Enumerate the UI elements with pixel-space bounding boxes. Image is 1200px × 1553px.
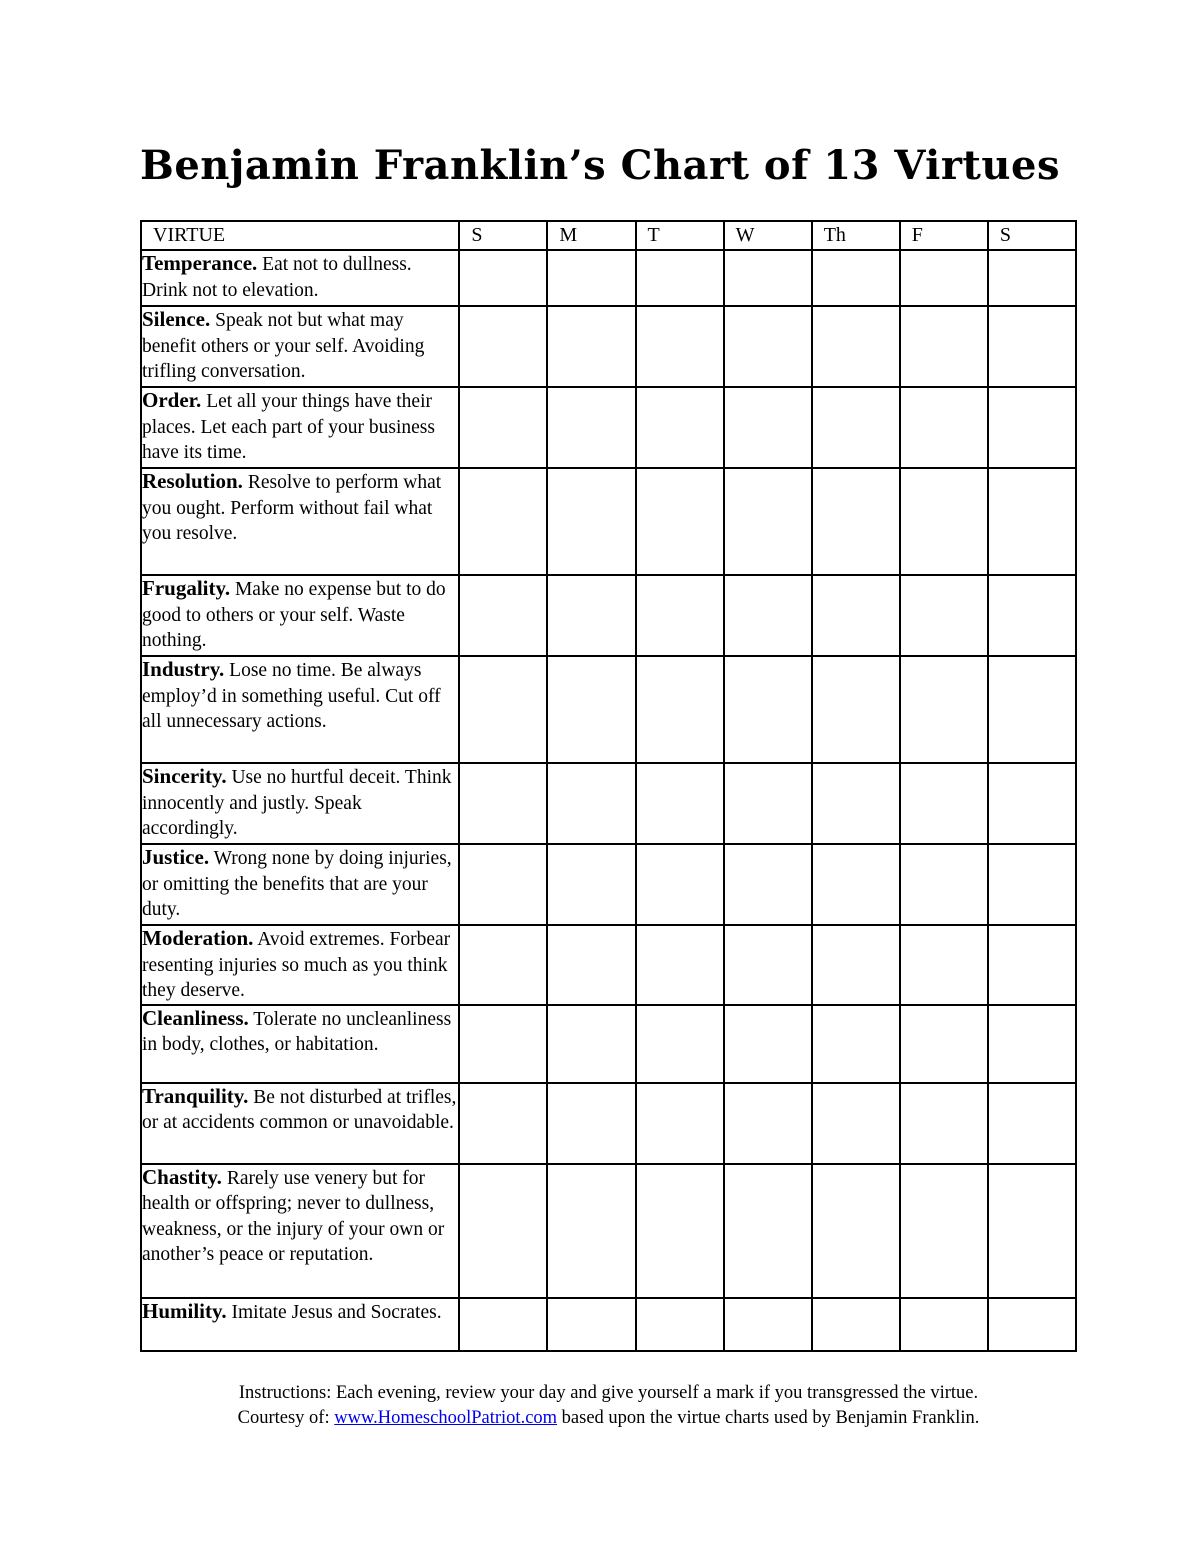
mark-cell[interactable] (636, 1298, 724, 1351)
virtue-cell (141, 387, 459, 468)
mark-cell[interactable] (459, 575, 547, 656)
virtue-name: Tranquility. (142, 1083, 249, 1108)
virtue-description: Wrong none by doing injuries, or omitting the benefits that are your duty. (142, 848, 452, 920)
mark-cell[interactable] (724, 250, 812, 306)
virtue-cell (141, 306, 459, 387)
mark-cell[interactable] (547, 1298, 635, 1351)
header-day-friday: F (900, 221, 988, 250)
mark-cell[interactable] (547, 656, 635, 763)
virtue-name: Temperance. (142, 251, 258, 275)
table-row (141, 844, 1076, 925)
table-row (141, 387, 1076, 468)
mark-cell[interactable] (812, 468, 900, 575)
mark-cell[interactable] (900, 763, 988, 844)
virtue-description: Avoid extremes. Forbear resenting injuries so much as you think they deserve. (142, 929, 451, 1001)
header-day-saturday: S (988, 221, 1076, 250)
mark-cell[interactable] (812, 575, 900, 656)
table-row (141, 250, 1076, 306)
mark-cell[interactable] (988, 925, 1076, 1005)
mark-cell[interactable] (459, 387, 547, 468)
table-row (141, 656, 1076, 763)
page-title: Benjamin Franklin’s Chart of 13 Virtues (140, 142, 1060, 189)
virtue-name: Chastity. (142, 1164, 222, 1189)
mark-cell[interactable] (724, 1005, 812, 1083)
mark-cell[interactable] (900, 306, 988, 387)
mark-cell[interactable] (812, 1083, 900, 1164)
virtue-cell (141, 925, 459, 1005)
virtue-name: Cleanliness. (142, 1005, 249, 1030)
mark-cell[interactable] (988, 1005, 1076, 1083)
table-row (141, 1005, 1076, 1083)
table-row (141, 306, 1076, 387)
mark-cell[interactable] (724, 387, 812, 468)
mark-cell[interactable] (636, 1083, 724, 1164)
virtue-name: Industry. (142, 657, 225, 681)
mark-cell[interactable] (724, 925, 812, 1005)
mark-cell[interactable] (724, 575, 812, 656)
mark-cell[interactable] (547, 387, 635, 468)
virtue-cell (141, 1298, 459, 1351)
mark-cell[interactable] (812, 387, 900, 468)
mark-cell[interactable] (459, 468, 547, 575)
mark-cell[interactable] (636, 250, 724, 306)
mark-cell[interactable] (988, 844, 1076, 925)
mark-cell[interactable] (900, 575, 988, 656)
virtue-description: Eat not to dullness. Drink not to elevation. (142, 254, 412, 301)
mark-cell[interactable] (459, 1298, 547, 1351)
mark-cell[interactable] (724, 656, 812, 763)
table-row (141, 763, 1076, 844)
footer-instructions (0, 1381, 1200, 1431)
mark-cell[interactable] (636, 1005, 724, 1083)
mark-cell[interactable] (900, 387, 988, 468)
virtue-description: Rarely use venery but for health or offspring; never to dullness, weakness, or the injury of your own or another’s peace or reputation. (142, 1167, 445, 1265)
mark-cell[interactable] (636, 925, 724, 1005)
header-day-thursday: Th (812, 221, 900, 250)
mark-cell[interactable] (900, 1298, 988, 1351)
mark-cell[interactable] (988, 387, 1076, 468)
virtue-rows (141, 250, 1076, 1351)
virtue-name: Frugality. (142, 576, 231, 600)
mark-cell[interactable] (900, 656, 988, 763)
virtue-cell (141, 844, 459, 925)
virtue-cell (141, 1164, 459, 1298)
mark-cell[interactable] (636, 306, 724, 387)
mark-cell[interactable] (988, 763, 1076, 844)
mark-cell[interactable] (459, 844, 547, 925)
virtue-description: Use no hurtful deceit. Think innocently and justly. Speak accordingly. (142, 767, 452, 839)
mark-cell[interactable] (547, 1005, 635, 1083)
mark-cell[interactable] (724, 1164, 812, 1298)
mark-cell[interactable] (988, 468, 1076, 575)
homeschool-patriot-link[interactable]: www.HomeschoolPatriot.com (334, 1408, 558, 1428)
mark-cell[interactable] (812, 656, 900, 763)
mark-cell[interactable] (636, 1164, 724, 1298)
table-row (141, 575, 1076, 656)
mark-cell[interactable] (724, 844, 812, 925)
mark-cell[interactable] (812, 925, 900, 1005)
mark-cell[interactable] (988, 575, 1076, 656)
mark-cell[interactable] (547, 925, 635, 1005)
courtesy-line (0, 1406, 1200, 1431)
mark-cell[interactable] (812, 1298, 900, 1351)
virtue-description: Lose no time. Be always employ’d in something useful. Cut off all unnecessary actions. (142, 660, 441, 732)
mark-cell[interactable] (459, 250, 547, 306)
mark-cell[interactable] (900, 468, 988, 575)
virtue-name: Moderation. (142, 926, 254, 950)
mark-cell[interactable] (724, 306, 812, 387)
virtue-name: Silence. (142, 307, 211, 331)
courtesy-suffix: based upon the virtue charts used by Benjamin Franklin. (557, 1408, 980, 1428)
virtue-description: Make no expense but to do good to others or your self. Waste nothing. (142, 579, 446, 651)
mark-cell[interactable] (900, 1083, 988, 1164)
table-row (141, 468, 1076, 575)
header-day-wednesday: W (724, 221, 812, 250)
mark-cell[interactable] (724, 1083, 812, 1164)
virtue-cell (141, 468, 459, 575)
mark-cell[interactable] (636, 387, 724, 468)
virtue-name: Order. (142, 388, 202, 412)
mark-cell[interactable] (988, 1083, 1076, 1164)
mark-cell[interactable] (900, 250, 988, 306)
instructions-text: Instructions: Each evening, review your day and give yourself a mark if you transgressed the virtue. (238, 1383, 979, 1403)
mark-cell[interactable] (900, 925, 988, 1005)
mark-cell[interactable] (988, 1298, 1076, 1351)
mark-cell[interactable] (724, 1298, 812, 1351)
mark-cell[interactable] (988, 656, 1076, 763)
mark-cell[interactable] (547, 1164, 635, 1298)
virtue-name: Humility. (142, 1298, 227, 1323)
mark-cell[interactable] (900, 844, 988, 925)
header-day-tuesday: T (636, 221, 724, 250)
mark-cell[interactable] (812, 1164, 900, 1298)
mark-cell[interactable] (636, 844, 724, 925)
virtue-name: Sincerity. (142, 764, 227, 788)
table-header-row (141, 221, 1076, 250)
mark-cell[interactable] (812, 250, 900, 306)
mark-cell[interactable] (900, 1164, 988, 1298)
virtue-description: Tolerate no uncleanliness in body, clothes, or habitation. (142, 1008, 452, 1055)
mark-cell[interactable] (812, 306, 900, 387)
virtue-chart-table (140, 220, 1077, 1352)
mark-cell[interactable] (724, 468, 812, 575)
header-virtue: VIRTUE (141, 221, 459, 250)
mark-cell[interactable] (547, 575, 635, 656)
mark-cell[interactable] (547, 763, 635, 844)
mark-cell[interactable] (459, 306, 547, 387)
mark-cell[interactable] (988, 306, 1076, 387)
mark-cell[interactable] (459, 763, 547, 844)
virtue-cell (141, 1005, 459, 1083)
virtue-cell (141, 656, 459, 763)
table-row (141, 1164, 1076, 1298)
mark-cell[interactable] (636, 656, 724, 763)
virtue-description: Resolve to perform what you ought. Perform without fail what you resolve. (142, 472, 442, 544)
mark-cell[interactable] (988, 1164, 1076, 1298)
mark-cell[interactable] (988, 250, 1076, 306)
mark-cell[interactable] (636, 468, 724, 575)
virtue-cell (141, 575, 459, 656)
virtue-description: Be not disturbed at trifles, or at accidents common or unavoidable. (142, 1086, 457, 1133)
mark-cell[interactable] (636, 763, 724, 844)
header-day-monday: M (547, 221, 635, 250)
virtue-description: Imitate Jesus and Socrates. (226, 1301, 442, 1323)
mark-cell[interactable] (459, 1005, 547, 1083)
mark-cell[interactable] (547, 468, 635, 575)
mark-cell[interactable] (812, 1005, 900, 1083)
mark-cell[interactable] (812, 844, 900, 925)
table-row (141, 925, 1076, 1005)
virtue-description: Speak not but what may benefit others or your self. Avoiding trifling conversation. (142, 310, 425, 382)
virtue-cell (141, 763, 459, 844)
table-row (141, 1083, 1076, 1164)
mark-cell[interactable] (459, 1164, 547, 1298)
courtesy-prefix: Courtesy of: (237, 1408, 335, 1428)
mark-cell[interactable] (459, 925, 547, 1005)
mark-cell[interactable] (459, 656, 547, 763)
virtue-cell (141, 1083, 459, 1164)
mark-cell[interactable] (636, 575, 724, 656)
virtue-cell (141, 250, 459, 306)
mark-cell[interactable] (724, 763, 812, 844)
mark-cell[interactable] (547, 250, 635, 306)
virtue-name: Justice. (142, 845, 210, 869)
header-day-sunday: S (459, 221, 547, 250)
mark-cell[interactable] (459, 1083, 547, 1164)
mark-cell[interactable] (547, 844, 635, 925)
virtue-description: Let all your things have their places. Let each part of your business have its time. (142, 391, 435, 463)
mark-cell[interactable] (547, 1083, 635, 1164)
mark-cell[interactable] (900, 1005, 988, 1083)
table-row (141, 1298, 1076, 1351)
mark-cell[interactable] (547, 306, 635, 387)
virtue-name: Resolution. (142, 469, 243, 493)
mark-cell[interactable] (812, 763, 900, 844)
